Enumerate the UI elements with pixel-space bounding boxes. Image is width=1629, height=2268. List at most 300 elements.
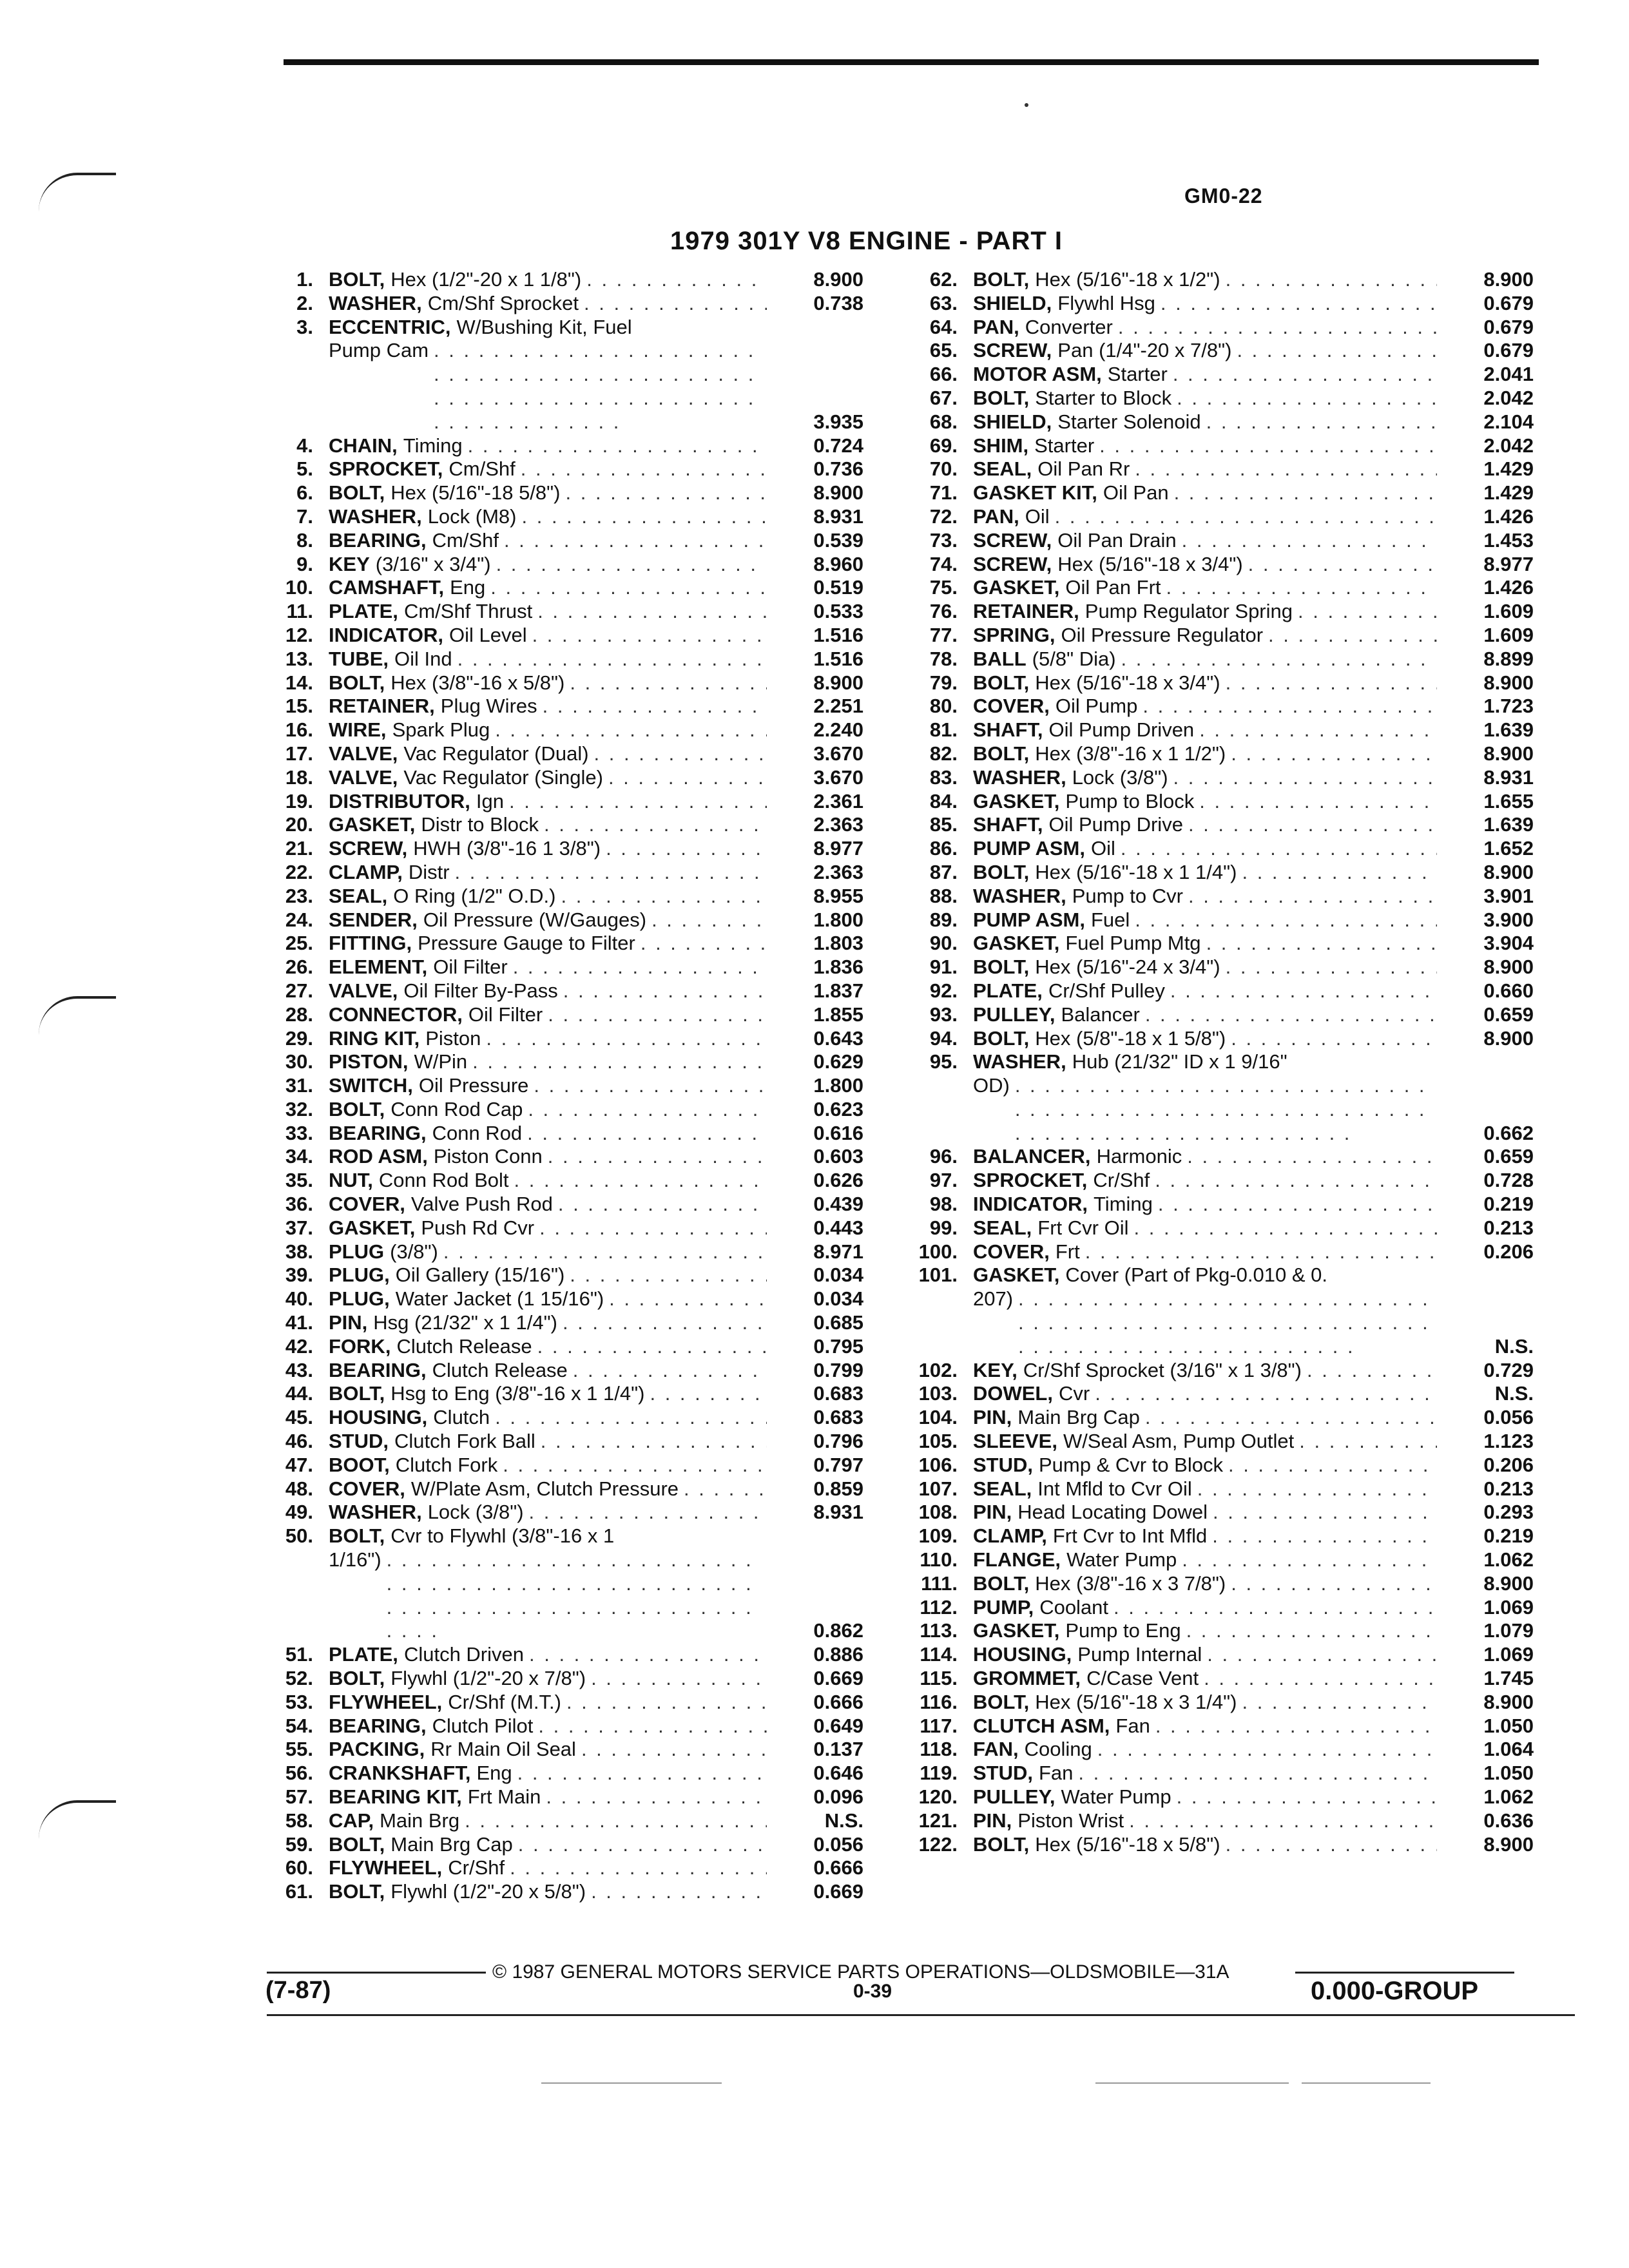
dot-leader xyxy=(606,837,767,861)
dot-leader xyxy=(472,1050,767,1074)
part-group-number: 0.662 xyxy=(1483,1121,1534,1144)
part-description xyxy=(329,1856,767,1880)
dot-leader xyxy=(514,1169,767,1193)
part-description xyxy=(329,1715,767,1738)
part-row xyxy=(258,1880,863,1904)
dot-leader xyxy=(1204,1667,1437,1691)
part-row xyxy=(902,1406,1534,1430)
part-number: 85. xyxy=(929,813,958,836)
dot-leader xyxy=(1118,316,1437,340)
part-detail: Starter Solenoid xyxy=(1057,410,1201,433)
part-row xyxy=(258,1074,863,1098)
dot-leader xyxy=(537,1335,767,1359)
part-number: 22. xyxy=(285,860,313,883)
part-detail: Ign xyxy=(476,789,504,812)
footer-rule-left xyxy=(267,1972,486,1974)
part-group-number: 0.669 xyxy=(813,1667,863,1690)
part-detail: Oil Pan Frt xyxy=(1065,576,1161,599)
part-row xyxy=(902,1809,1534,1833)
part-row xyxy=(902,790,1534,814)
part-group-number: 0.669 xyxy=(813,1880,863,1903)
part-detail: Hex (5/16"-18 x 1/2") xyxy=(1035,268,1220,291)
dot-leader xyxy=(1158,1193,1437,1216)
part-name: WIRE, xyxy=(329,718,387,742)
part-number: 88. xyxy=(929,884,958,907)
part-description xyxy=(973,695,1437,718)
part-detail: Main Brg Cap xyxy=(390,1832,513,1856)
part-description xyxy=(329,1216,767,1240)
part-row xyxy=(258,600,863,624)
part-row xyxy=(258,1477,863,1501)
dot-leader xyxy=(387,1548,767,1643)
part-description xyxy=(973,1548,1437,1572)
dot-leader xyxy=(1242,1691,1437,1715)
part-group-number: 0.683 xyxy=(813,1406,863,1429)
part-number: 58. xyxy=(285,1809,313,1832)
part-name: SWITCH, xyxy=(329,1074,413,1097)
dot-leader xyxy=(1237,339,1437,363)
part-detail: Cover (Part of Pkg-0.010 & 0. xyxy=(1065,1264,1327,1287)
part-name: CRANKSHAFT, xyxy=(329,1762,471,1785)
dot-leader xyxy=(548,1003,767,1027)
part-name: CLAMP, xyxy=(329,860,403,883)
part-number: 73. xyxy=(929,528,958,552)
dot-leader xyxy=(1121,837,1437,861)
part-description xyxy=(973,387,1437,410)
part-number: 82. xyxy=(929,742,958,765)
part-detail: Cm/Shf Thrust xyxy=(403,600,533,623)
dot-leader xyxy=(573,1359,767,1383)
part-detail: Cvr xyxy=(1059,1382,1090,1405)
part-description xyxy=(329,932,767,956)
part-group-number: 0.623 xyxy=(813,1097,863,1120)
part-group-number: 8.900 xyxy=(1483,1690,1534,1713)
part-description xyxy=(329,813,767,837)
dot-leader xyxy=(1212,1524,1437,1548)
part-number: 120. xyxy=(918,1785,958,1808)
part-group-number: 0.213 xyxy=(1483,1477,1534,1500)
part-description xyxy=(329,1074,767,1098)
part-number: 35. xyxy=(285,1169,313,1192)
part-description xyxy=(973,1193,1437,1216)
part-name: GASKET, xyxy=(329,1216,416,1239)
part-detail: O Ring (1/2" O.D.) xyxy=(393,884,556,907)
part-description xyxy=(973,410,1437,434)
part-description xyxy=(973,671,1437,695)
dot-leader xyxy=(532,624,767,648)
part-detail: Lock (3/8") xyxy=(1072,765,1168,789)
part-number: 4. xyxy=(296,434,313,457)
part-group-number: 1.453 xyxy=(1483,528,1534,552)
part-row xyxy=(902,1003,1534,1027)
part-row xyxy=(902,292,1534,316)
part-group-number: 3.900 xyxy=(1483,908,1534,931)
part-description xyxy=(973,979,1437,1003)
dot-leader xyxy=(684,1477,767,1501)
footer-page-number: 0-39 xyxy=(853,1981,892,2002)
part-detail: Hex (5/16"-18 5/8") xyxy=(390,481,561,505)
part-name: BEARING, xyxy=(329,1714,427,1737)
part-row xyxy=(258,956,863,979)
dot-leader xyxy=(434,339,767,434)
part-description xyxy=(973,1050,1437,1145)
part-name: SHAFT, xyxy=(973,718,1043,742)
dot-leader xyxy=(1155,1715,1437,1738)
part-row xyxy=(258,1785,863,1809)
part-row xyxy=(258,932,863,956)
part-row xyxy=(902,837,1534,861)
dot-leader xyxy=(1186,1619,1437,1643)
part-row xyxy=(258,1216,863,1240)
part-number: 42. xyxy=(285,1334,313,1358)
part-description xyxy=(973,1027,1437,1051)
part-number: 69. xyxy=(929,434,958,457)
dot-leader xyxy=(1231,742,1437,766)
part-detail: Distr xyxy=(408,860,450,883)
part-detail: W/Seal Asm, Pump Outlet xyxy=(1063,1430,1295,1453)
part-group-number: 0.034 xyxy=(813,1287,863,1311)
part-detail: Clutch Driven xyxy=(403,1643,524,1666)
part-row xyxy=(902,956,1534,979)
part-detail: W/Plate Asm, Clutch Pressure xyxy=(410,1477,679,1500)
margin-mark xyxy=(39,1800,116,1841)
part-description xyxy=(973,1145,1437,1169)
part-name: NUT, xyxy=(329,1169,373,1192)
part-name: PULLEY, xyxy=(973,1785,1055,1808)
dot-leader xyxy=(529,1501,767,1524)
part-row xyxy=(258,1027,863,1051)
dot-leader xyxy=(1199,790,1437,814)
part-name: PAN, xyxy=(973,315,1019,338)
dot-leader xyxy=(517,1762,767,1785)
dot-leader xyxy=(584,292,767,316)
part-number: 3. xyxy=(296,315,313,338)
part-number: 110. xyxy=(920,1548,958,1571)
part-detail: Hex (3/8"-16 x 3 7/8") xyxy=(1035,1571,1226,1595)
part-description xyxy=(329,885,767,908)
part-detail: Cr/Shf Pulley xyxy=(1048,979,1165,1002)
margin-mark xyxy=(39,996,116,1037)
part-group-number: 0.796 xyxy=(813,1430,863,1453)
part-description xyxy=(973,1691,1437,1715)
part-row xyxy=(258,1667,863,1691)
part-number: 79. xyxy=(929,671,958,694)
part-group-number: 0.616 xyxy=(813,1121,863,1144)
part-number: 40. xyxy=(285,1287,313,1311)
part-name: CAMSHAFT, xyxy=(329,576,445,599)
part-description xyxy=(329,1240,767,1264)
part-description xyxy=(973,1477,1437,1501)
part-number: 90. xyxy=(929,932,958,955)
part-group-number: 1.062 xyxy=(1483,1548,1534,1571)
part-number: 32. xyxy=(285,1097,313,1120)
part-detail: Hex (5/16"-18 x 3 1/4") xyxy=(1035,1690,1237,1713)
dot-leader xyxy=(650,1382,767,1406)
part-row xyxy=(902,1477,1534,1501)
part-name: SCREW, xyxy=(973,339,1052,362)
part-detail: Vac Regulator (Single) xyxy=(403,765,603,789)
part-group-number: 0.738 xyxy=(813,291,863,314)
part-row xyxy=(258,718,863,742)
dot-leader xyxy=(1155,1169,1437,1193)
part-group-number: 1.836 xyxy=(813,956,863,979)
part-detail: Starter xyxy=(1034,434,1095,457)
part-name: PUMP ASM, xyxy=(973,908,1085,931)
part-number: 57. xyxy=(285,1785,313,1808)
part-description xyxy=(973,1003,1437,1027)
part-group-number: 8.977 xyxy=(813,837,863,860)
part-row xyxy=(902,1524,1534,1548)
part-description xyxy=(329,1003,767,1027)
dot-leader xyxy=(538,1715,767,1738)
part-group-number: 8.900 xyxy=(1483,742,1534,765)
dot-leader xyxy=(496,553,767,577)
part-description xyxy=(329,979,767,1003)
part-detail: Oil Pan Drain xyxy=(1057,528,1177,552)
part-detail: Main Brg xyxy=(380,1809,460,1832)
part-name: FITTING, xyxy=(329,932,412,955)
part-description xyxy=(973,956,1437,979)
part-group-number: 1.123 xyxy=(1483,1430,1534,1453)
part-name: BOLT, xyxy=(973,742,1030,765)
dot-leader xyxy=(1095,1382,1437,1406)
part-description xyxy=(973,529,1437,553)
dot-leader xyxy=(1248,553,1437,577)
part-name: BOLT, xyxy=(973,671,1030,694)
dot-leader xyxy=(1188,885,1437,908)
part-row xyxy=(258,529,863,553)
part-row xyxy=(258,1715,863,1738)
part-description xyxy=(329,1359,767,1383)
part-description xyxy=(973,1738,1437,1762)
part-group-number: 1.050 xyxy=(1483,1762,1534,1785)
part-description xyxy=(329,766,767,790)
part-row xyxy=(902,885,1534,908)
part-number: 21. xyxy=(285,837,313,860)
part-group-number: N.S. xyxy=(1494,1382,1534,1405)
part-group-number: 1.639 xyxy=(1483,813,1534,836)
part-number: 93. xyxy=(929,1003,958,1026)
part-description xyxy=(329,1050,767,1074)
part-name: SHIM, xyxy=(973,434,1029,457)
part-description xyxy=(329,529,767,553)
part-number: 75. xyxy=(929,576,958,599)
dot-leader xyxy=(529,1643,767,1667)
part-row xyxy=(902,1619,1534,1643)
part-number: 61. xyxy=(285,1880,313,1903)
part-description xyxy=(973,1454,1437,1477)
part-name: PACKING, xyxy=(329,1738,425,1761)
part-detail: Water Jacket (1 15/16") xyxy=(395,1287,604,1311)
part-number: 8. xyxy=(296,528,313,552)
part-number: 41. xyxy=(285,1311,313,1334)
part-detail: C/Case Vent xyxy=(1086,1667,1199,1690)
part-row xyxy=(258,1287,863,1311)
dot-leader xyxy=(528,1098,767,1122)
part-description xyxy=(329,1430,767,1454)
part-group-number: 8.900 xyxy=(813,268,863,291)
part-group-number: 0.797 xyxy=(813,1453,863,1476)
part-description xyxy=(329,1643,767,1667)
part-group-number: 0.293 xyxy=(1483,1501,1534,1524)
part-detail: Oil Filter xyxy=(433,956,508,979)
part-detail: Pump Internal xyxy=(1077,1643,1202,1666)
part-number: 29. xyxy=(285,1026,313,1050)
part-number: 94. xyxy=(929,1026,958,1050)
part-detail: Fan xyxy=(1115,1714,1150,1737)
part-number: 26. xyxy=(285,956,313,979)
part-description xyxy=(973,1715,1437,1738)
part-row xyxy=(902,553,1534,577)
part-name: INDICATOR, xyxy=(973,1193,1088,1216)
part-group-number: 3.935 xyxy=(813,410,863,433)
part-number: 91. xyxy=(929,956,958,979)
part-description xyxy=(329,624,767,648)
part-detail: Push Rd Cvr xyxy=(421,1216,535,1239)
part-detail: Clutch Release xyxy=(396,1334,532,1358)
dot-leader xyxy=(1206,932,1437,956)
part-number: 9. xyxy=(296,552,313,575)
part-detail: Converter xyxy=(1025,315,1113,338)
part-detail: Oil Filter By-Pass xyxy=(403,979,558,1002)
part-row xyxy=(902,1572,1534,1596)
part-description xyxy=(973,457,1437,481)
part-name: BOLT, xyxy=(329,1667,385,1690)
part-number: 95. xyxy=(929,1050,958,1073)
part-name: PLUG, xyxy=(329,1287,390,1311)
part-name: PUMP ASM, xyxy=(973,837,1085,860)
part-name: BEARING, xyxy=(329,1121,427,1144)
part-name: BOLT, xyxy=(973,386,1030,409)
part-group-number: 1.609 xyxy=(1483,600,1534,623)
part-row xyxy=(902,1264,1534,1358)
part-description xyxy=(973,316,1437,340)
part-description xyxy=(973,505,1437,529)
dot-leader xyxy=(1113,1596,1437,1620)
part-detail: Timing xyxy=(403,434,463,457)
part-group-number: 0.519 xyxy=(813,576,863,599)
dot-leader xyxy=(1121,648,1437,671)
part-row xyxy=(258,1430,863,1454)
part-row xyxy=(258,1240,863,1264)
part-row xyxy=(258,1145,863,1169)
part-group-number: 0.646 xyxy=(813,1762,863,1785)
part-row xyxy=(258,1406,863,1430)
part-name: BOLT, xyxy=(329,481,385,505)
part-group-number: 2.361 xyxy=(813,789,863,812)
part-detail: Oil Pressure (W/Gauges) xyxy=(423,908,647,931)
part-description xyxy=(329,505,767,529)
dot-leader xyxy=(1166,576,1437,600)
part-row xyxy=(258,1762,863,1785)
part-description xyxy=(973,1524,1437,1548)
part-description xyxy=(329,553,767,577)
dot-leader xyxy=(1135,908,1437,932)
part-row xyxy=(902,908,1534,932)
part-number: 48. xyxy=(285,1477,313,1500)
part-group-number: 3.670 xyxy=(813,742,863,765)
part-name: BOLT, xyxy=(973,956,1030,979)
part-row xyxy=(258,648,863,671)
part-name: PLATE, xyxy=(329,1643,398,1666)
part-detail: (3/8") xyxy=(390,1240,438,1263)
part-name: RETAINER, xyxy=(973,600,1079,623)
part-number: 122. xyxy=(918,1832,958,1856)
dot-leader xyxy=(1135,457,1437,481)
part-detail: Conn Rod Bolt xyxy=(378,1169,509,1192)
part-detail: W/Bushing Kit, Fuel xyxy=(456,315,632,338)
part-row xyxy=(258,908,863,932)
part-detail: Oil Filter xyxy=(468,1003,543,1026)
part-description xyxy=(329,1311,767,1335)
part-detail: Lock (3/8") xyxy=(427,1501,524,1524)
dot-leader xyxy=(561,885,767,908)
part-name: STUD, xyxy=(973,1762,1033,1785)
part-description xyxy=(973,1406,1437,1430)
part-number: 12. xyxy=(285,623,313,646)
dot-leader xyxy=(1173,363,1437,387)
part-description xyxy=(329,742,767,766)
dot-leader xyxy=(534,1074,767,1098)
part-detail: Hex (5/16"-18 x 1 1/4") xyxy=(1035,860,1237,883)
part-row xyxy=(902,576,1534,600)
part-description xyxy=(329,1335,767,1359)
part-number: 52. xyxy=(285,1667,313,1690)
dot-leader xyxy=(1226,671,1437,695)
part-number: 54. xyxy=(285,1714,313,1737)
part-row xyxy=(258,505,863,529)
part-name: SENDER, xyxy=(329,908,418,931)
part-name: VALVE, xyxy=(329,742,398,765)
dot-leader xyxy=(1177,1785,1437,1809)
dot-leader xyxy=(558,1193,767,1216)
part-row xyxy=(902,363,1534,387)
part-detail: Pump to Eng xyxy=(1065,1619,1181,1642)
part-detail: Flywhl Hsg xyxy=(1057,291,1155,314)
part-detail: Cr/Shf (M.T.) xyxy=(448,1690,561,1713)
part-number: 30. xyxy=(285,1050,313,1073)
part-detail: Timing xyxy=(1093,1193,1153,1216)
part-row xyxy=(258,1193,863,1216)
part-row xyxy=(902,671,1534,695)
part-number: 56. xyxy=(285,1762,313,1785)
part-group-number: 2.363 xyxy=(813,860,863,883)
part-row xyxy=(902,1027,1534,1051)
part-row xyxy=(902,1216,1534,1240)
part-number: 62. xyxy=(929,268,958,291)
part-name: WASHER, xyxy=(973,1050,1066,1073)
part-row xyxy=(902,410,1534,434)
dot-leader xyxy=(1085,1240,1437,1264)
part-number: 10. xyxy=(285,576,313,599)
dot-leader xyxy=(495,1406,767,1430)
part-name: BEARING KIT, xyxy=(329,1785,462,1808)
part-row xyxy=(902,481,1534,505)
part-detail: Water Pump xyxy=(1066,1548,1177,1571)
dot-leader xyxy=(521,457,767,481)
part-detail: Oil xyxy=(1025,505,1050,528)
part-name: GASKET, xyxy=(329,813,416,836)
part-number: 44. xyxy=(285,1382,313,1405)
dot-leader xyxy=(1188,813,1437,837)
part-row xyxy=(902,457,1534,481)
dot-leader xyxy=(1099,434,1437,458)
part-description xyxy=(973,1240,1437,1264)
part-detail: Valve Push Rod xyxy=(410,1193,553,1216)
part-name: WASHER, xyxy=(329,505,422,528)
part-description xyxy=(973,1762,1437,1785)
dot-leader xyxy=(1145,1406,1437,1430)
